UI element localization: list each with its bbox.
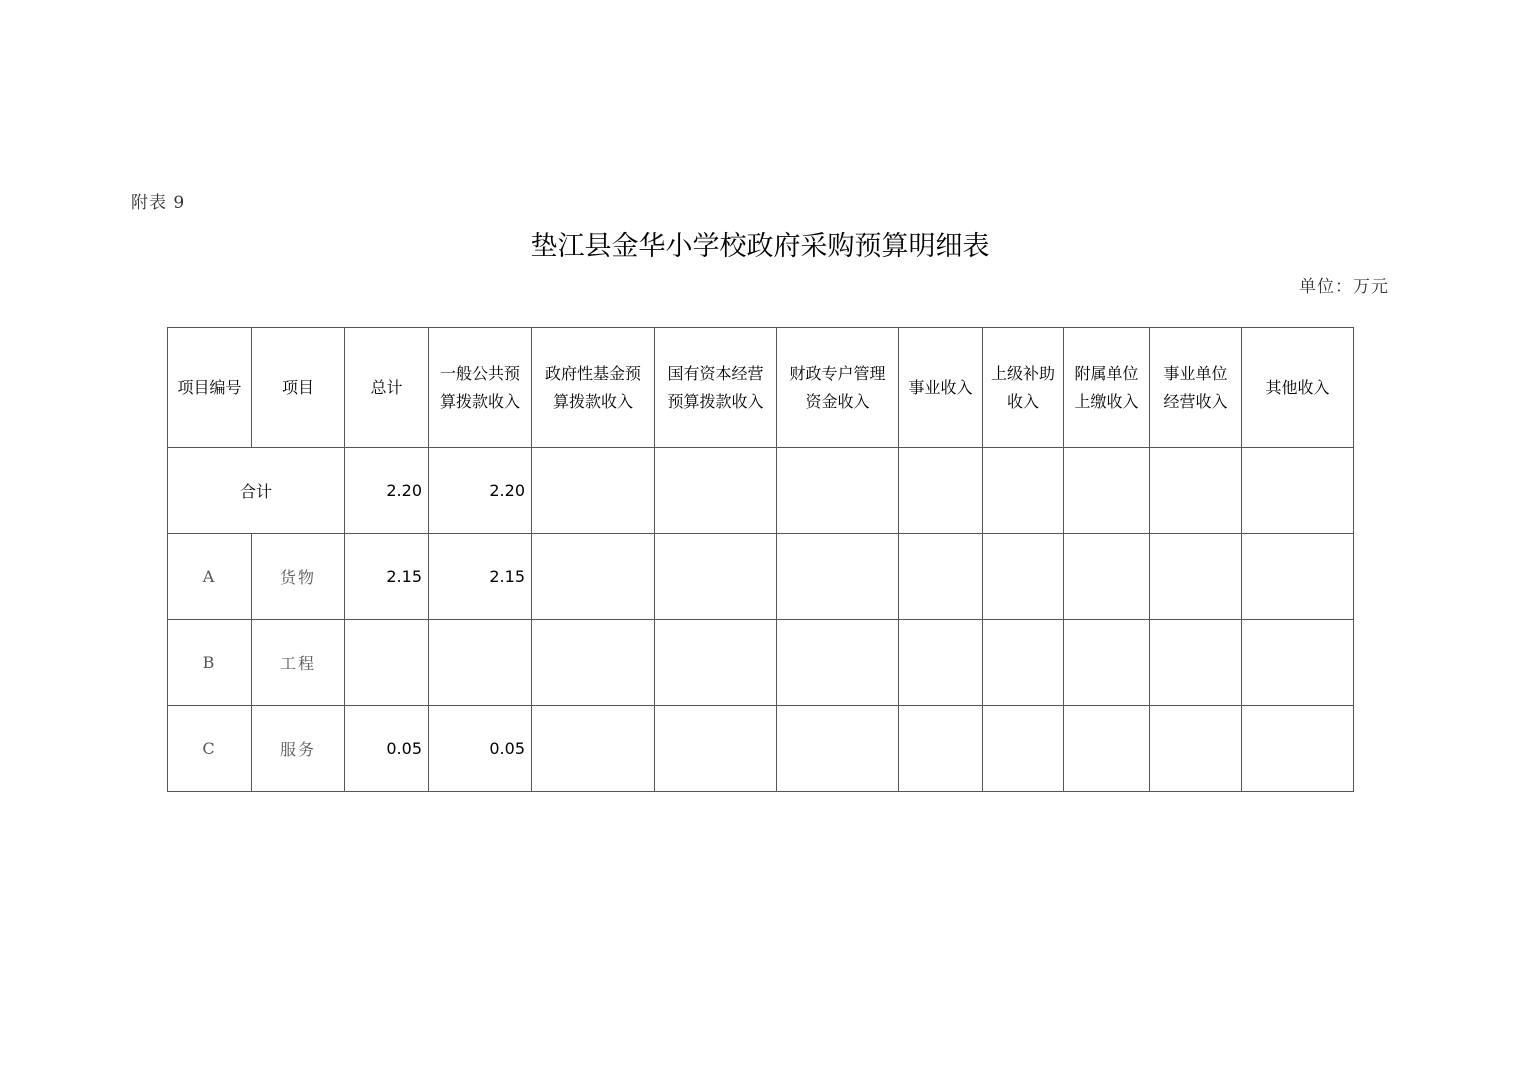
empty-cell	[655, 534, 777, 620]
table-row	[168, 534, 1354, 620]
empty-cell	[777, 620, 899, 706]
empty-cell	[1242, 620, 1354, 706]
empty-cell	[1242, 706, 1354, 792]
budget-table	[167, 327, 1354, 792]
header-business-income: 事业收入	[899, 328, 983, 448]
header-business-operation: 事业单位经营收入	[1150, 328, 1242, 448]
empty-cell	[655, 706, 777, 792]
project-code-cell: C	[168, 706, 252, 792]
header-project-code: 项目编号	[168, 328, 252, 448]
empty-cell	[532, 620, 655, 706]
project-name-cell: 工程	[252, 620, 345, 706]
empty-cell	[983, 706, 1064, 792]
empty-cell	[655, 448, 777, 534]
header-total: 总计	[345, 328, 429, 448]
empty-cell	[1242, 534, 1354, 620]
empty-cell	[899, 534, 983, 620]
project-name-cell: 货物	[252, 534, 345, 620]
general-budget-cell: 2.20	[429, 448, 532, 534]
header-general-budget: 一般公共预算拨款收入	[429, 328, 532, 448]
empty-cell	[1064, 534, 1150, 620]
general-budget-cell: 0.05	[429, 706, 532, 792]
empty-cell	[983, 620, 1064, 706]
empty-cell	[1150, 706, 1242, 792]
header-other-income: 其他收入	[1242, 328, 1354, 448]
empty-cell	[983, 534, 1064, 620]
empty-cell	[1064, 706, 1150, 792]
general-budget-cell	[429, 620, 532, 706]
empty-cell	[899, 448, 983, 534]
empty-cell	[532, 534, 655, 620]
page-title: 垫江县金华小学校政府采购预算明细表	[530, 231, 990, 262]
empty-cell	[1064, 620, 1150, 706]
empty-cell	[983, 448, 1064, 534]
total-cell: 2.20	[345, 448, 429, 534]
empty-cell	[532, 706, 655, 792]
empty-cell	[1242, 448, 1354, 534]
empty-cell	[1150, 534, 1242, 620]
empty-cell	[1150, 448, 1242, 534]
project-code-cell: B	[168, 620, 252, 706]
table-row	[168, 706, 1354, 792]
empty-cell	[655, 620, 777, 706]
empty-cell	[1150, 620, 1242, 706]
total-cell: 0.05	[345, 706, 429, 792]
unit-label: 单位：万元	[1299, 277, 1389, 297]
empty-cell	[1064, 448, 1150, 534]
total-label: 合计	[168, 448, 345, 534]
table-row-total	[168, 448, 1354, 534]
empty-cell	[777, 448, 899, 534]
project-name-cell: 服务	[252, 706, 345, 792]
header-affiliated-units: 附属单位上缴收入	[1064, 328, 1150, 448]
empty-cell	[532, 448, 655, 534]
attachment-label: 附表 9	[131, 193, 186, 213]
empty-cell	[899, 706, 983, 792]
general-budget-cell: 2.15	[429, 534, 532, 620]
empty-cell	[777, 706, 899, 792]
project-code-cell: A	[168, 534, 252, 620]
table-row	[168, 620, 1354, 706]
header-government-fund: 政府性基金预算拨款收入	[532, 328, 655, 448]
header-superior-subsidy: 上级补助收入	[983, 328, 1064, 448]
total-cell: 2.15	[345, 534, 429, 620]
empty-cell	[899, 620, 983, 706]
header-state-capital: 国有资本经营预算拨款收入	[655, 328, 777, 448]
header-project: 项目	[252, 328, 345, 448]
empty-cell	[777, 534, 899, 620]
table-header-row	[168, 328, 1354, 448]
header-special-account: 财政专户管理资金收入	[777, 328, 899, 448]
total-cell	[345, 620, 429, 706]
